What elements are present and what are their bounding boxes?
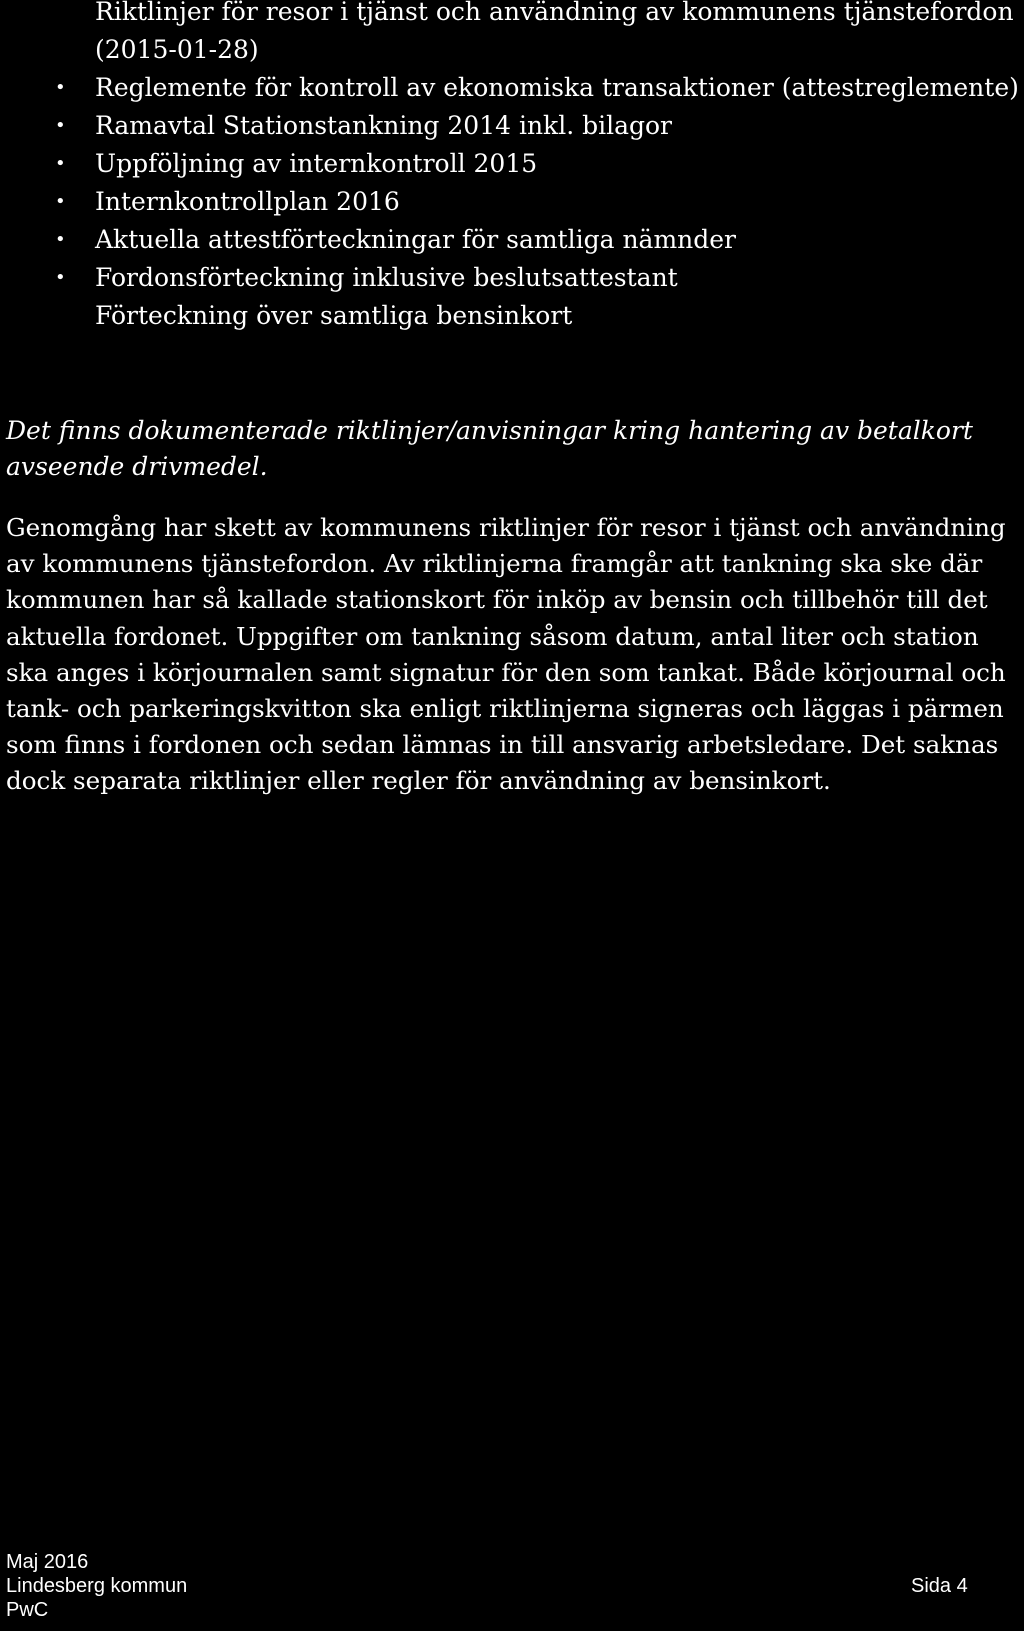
bullet: • (55, 153, 66, 174)
document-list (0, 0, 1024, 342)
bullet: • (55, 191, 66, 212)
list-item-text: Reglemente för kontroll av ekonomiska transaktioner (attestreglemente) (95, 73, 1019, 102)
bullet: • (55, 229, 66, 250)
body-paragraph: Genomgång har skett av kommunens riktlinjer för resor i tjänst och användning av kommunens tjänstefordon. Av riktlinjerna framgår att tankning ska ske där kommunen har så kallade stationskort för inköp av bensin och tillbehör till det aktuella fordonet. Uppgifter om tankning såsom datum, antal liter och station ska anges i körjournalen samt signatur för den som tankat. Både körjournal och tank- och parkeringskvitton ska enligt riktlinjerna signeras och läggas i pärmen som finns i fordonen och sedan lämnas in till ansvarig arbetsledare. Det saknas dock separata riktlinjer eller regler för användning av bensinkort. (6, 513, 1006, 796)
list-item-text: Fordonsförteckning inklusive beslutsattestant (95, 263, 678, 292)
list-item (0, 297, 1024, 335)
list-item-text: Internkontrollplan 2016 (95, 187, 400, 216)
list-item (0, 107, 1024, 145)
footer-organization: Lindesberg kommun (6, 1575, 188, 1597)
footer-author: PwC (6, 1599, 49, 1621)
list-item-text: Förteckning över samtliga bensinkort (95, 301, 573, 330)
bullet: • (55, 115, 66, 136)
list-item-text: (2015-01-28) (95, 35, 259, 64)
page-footer (6, 1550, 1018, 1622)
footer-date: Maj 2016 (6, 1551, 89, 1573)
list-item-text: Riktlinjer för resor i tjänst och användning av kommunens tjänstefordon (95, 0, 1014, 26)
italic-statement: Det finns dokumenterade riktlinjer/anvisningar kring hantering av betalkort avseende drivmedel. (6, 416, 973, 481)
list-item (0, 221, 1024, 259)
list-item (0, 0, 1024, 69)
bullet: • (55, 77, 66, 98)
list-item (0, 183, 1024, 221)
page-number: Sida 4 (911, 1575, 968, 1597)
list-item (0, 259, 1024, 297)
list-item-text: Uppföljning av internkontroll 2015 (95, 149, 538, 178)
list-item-text: Aktuella attestförteckningar för samtliga nämnder (95, 225, 737, 254)
bullet: • (55, 267, 66, 288)
list-item-text: Ramavtal Stationstankning 2014 inkl. bilagor (95, 111, 672, 140)
list-item (0, 69, 1024, 107)
list-item (0, 145, 1024, 183)
